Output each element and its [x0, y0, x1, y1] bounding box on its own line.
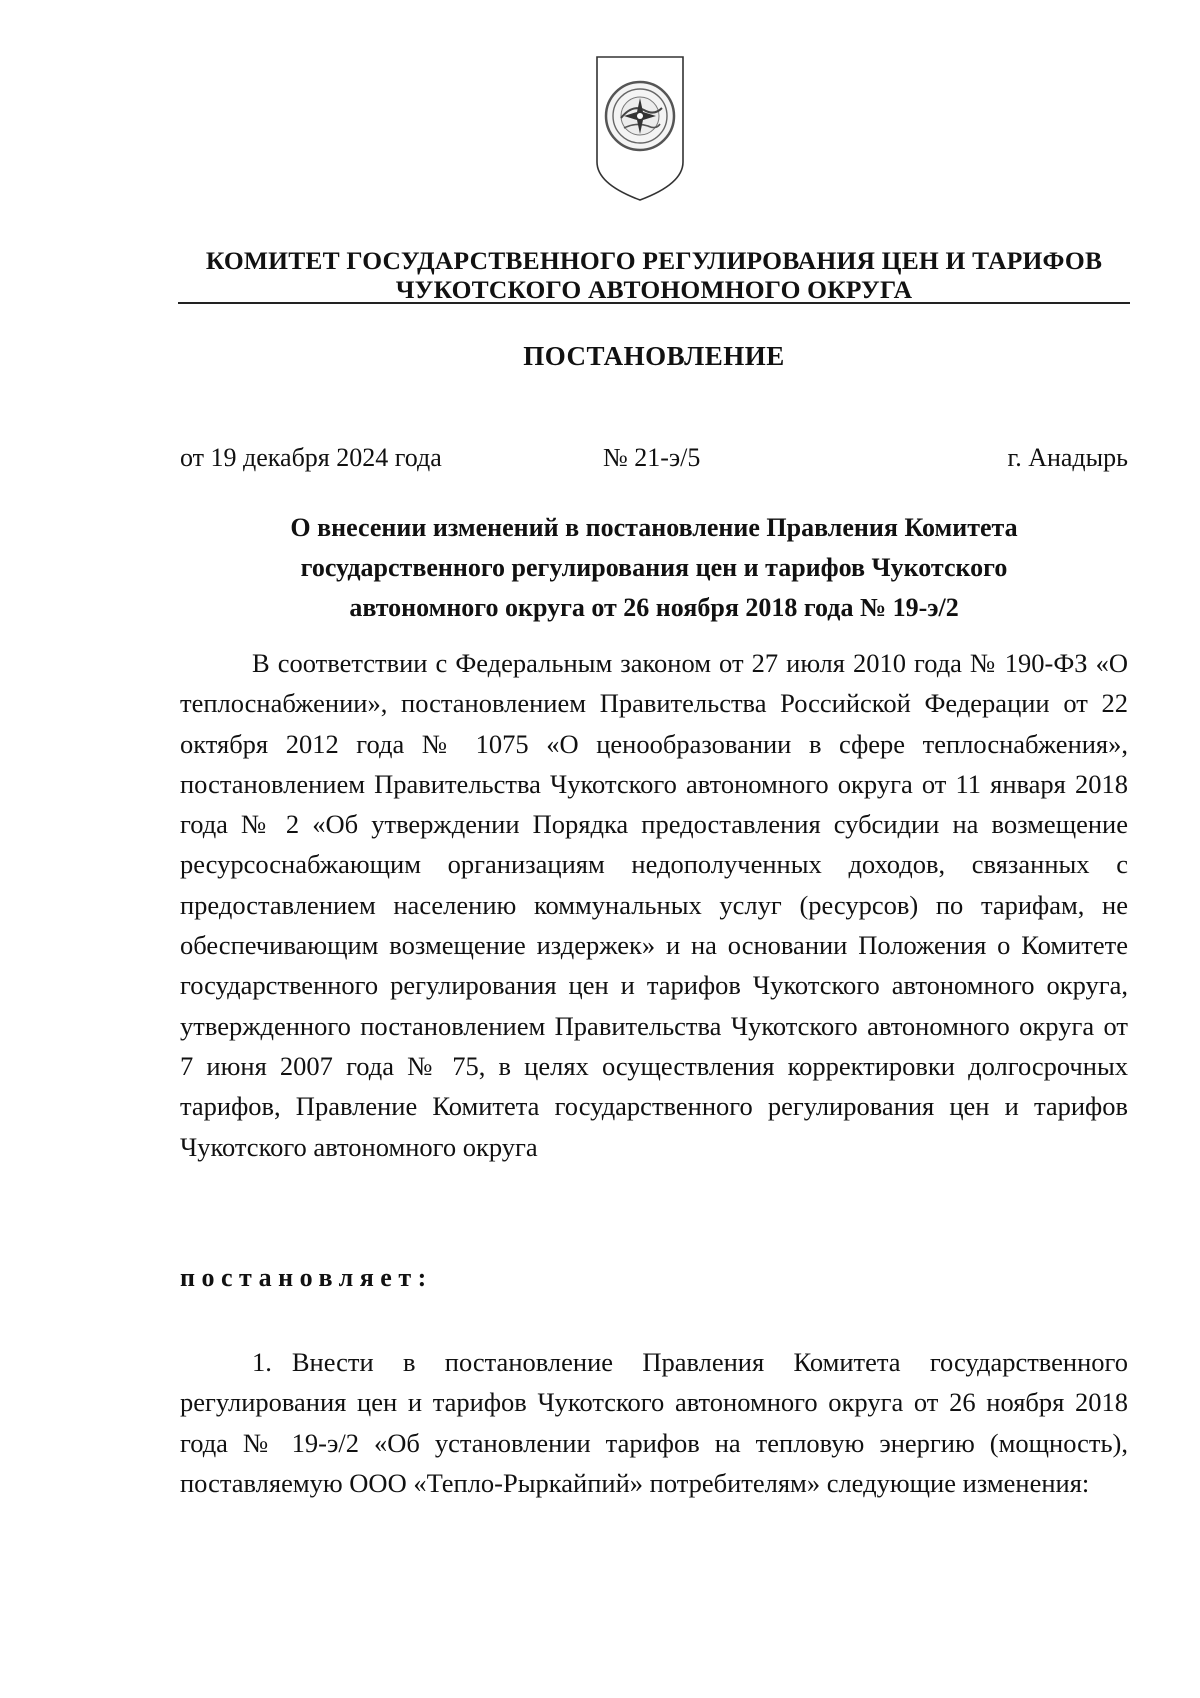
document-city: г. Анадырь	[1007, 443, 1128, 472]
subject-line-3: автономного округа от 26 ноября 2018 года № 19-э/2	[349, 593, 959, 622]
list-item-1	[180, 1342, 1128, 1503]
document-type-title: ПОСТАНОВЛЕНИЕ	[523, 341, 785, 371]
organization-name-line-1: КОМИТЕТ ГОСУДАРСТВЕННОГО РЕГУЛИРОВАНИЯ ЦЕН И ТАРИФОВ	[205, 246, 1103, 275]
organization-name-line-2: ЧУКОТСКОГО АВТОНОМНОГО ОКРУГА	[395, 275, 913, 304]
subject-line-1: О внесении изменений в постановление Правления Комитета	[290, 513, 1018, 542]
resolves-heading: постановляет:	[180, 1263, 433, 1292]
preamble-text: В соответствии с Федеральным законом от 27 июля 2010 года № 190-ФЗ «О теплоснабжении», постановлением Правительства Российской Федерации от 22 октября 2012 года № 1075 «О ценообразовании в сфере теплоснабжения», постановлением Правительства Чукотского автономного округа от 11 января 2018 года № 2 «Об утверждении Порядка предоставления субсидии на возмещение ресурсоснабжающим организациям недополученных доходов, связанных с предоставлением населению коммунальных услуг (ресурсов) по тарифам, не обеспечивающим возмещение издержек» и на основании Положения о Комитете государственного регулирования цен и тарифов Чукотского автономного округа, утвержденного постановлением Правительства Чукотского автономного округа от 7 июня 2007 года № 75, в целях осуществления корректировки долгосрочных тарифов, Правление Комитета государственного регулирования цен и тарифов Чукотского автономного округа	[180, 648, 1128, 1162]
document-date: от 19 декабря 2024 года	[180, 443, 442, 472]
coat-of-arms-emblem	[594, 54, 686, 206]
organization-name	[178, 246, 1130, 304]
item-number: 1.	[252, 1347, 272, 1377]
subject-line-2: государственного регулирования цен и тарифов Чукотского	[300, 553, 1008, 582]
document-number: № 21-э/5	[603, 443, 701, 472]
item-text: Внести в постановление Правления Комитета государственного регулирования цен и тарифов Чукотского автономного округа от 26 ноября 2018 года № 19-э/2 «Об установлении тарифов на тепловую энергию (мощность), поставляемую ООО «Тепло-Рыркайпий» потребителям» следующие изменения:	[180, 1347, 1128, 1498]
header-divider	[178, 302, 1130, 304]
preamble-paragraph	[180, 643, 1128, 1167]
document-subject	[178, 508, 1130, 628]
